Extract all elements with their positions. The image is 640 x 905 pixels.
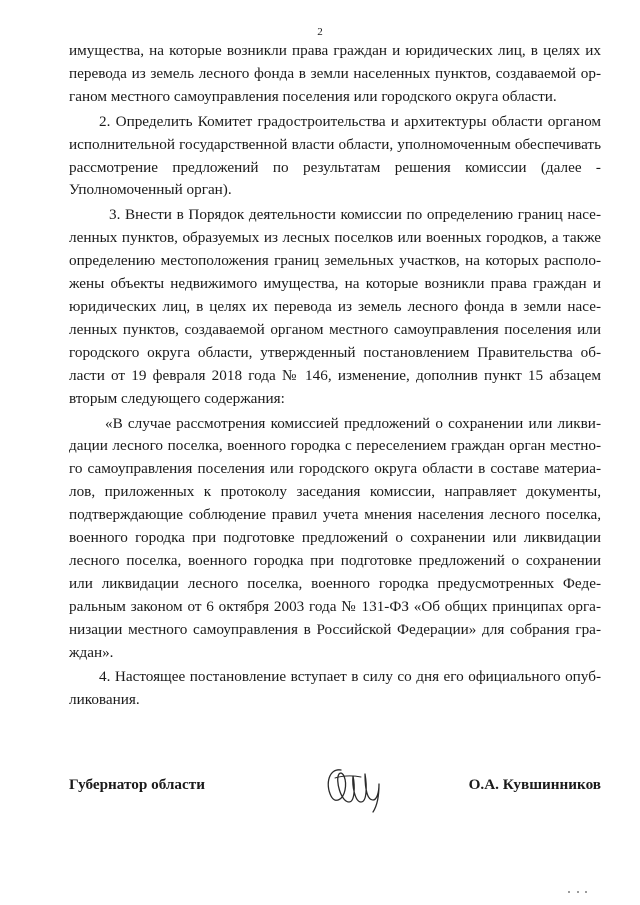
paragraph-item-2: 2. Определить Комитет градостроительства и архитектуры области органом исполнительной государственной власти области, уполномоченным обеспечивать рассмотрение предложений по результатам решения комиссии (далее - Уполномоченный орган). bbox=[69, 112, 601, 199]
paragraph-item-3: 3. Внести в Порядок деятельности комиссии по определению границ населенных пунктов, образуемых из лесных поселков или военных городков, а также определению местоположения границ земельных участков, на которых расположены объекты недвижимого имущества, на которые возникли права граждан и юридических лиц, в целях их перевода из земель лесного фонда в земли населенных пунктов, создаваемой органом местного самоуправления поселения или городского округа области, утвержденный постановлением Правительства области от 19 февраля 2018 года № 146, изменение, дополнив пункт 15 абзацем вторым следующего содержания: bbox=[69, 206, 601, 407]
document-body bbox=[69, 40, 601, 712]
signatory-name: О.А. Кувшинников bbox=[468, 776, 601, 793]
handwritten-signature bbox=[321, 756, 391, 814]
paragraph-quoted-amendment: «В случае рассмотрения комиссией предложений о сохранении или ликвидации лесного поселка, военного городка с переселением граждан орган местного самоуправления поселения или городского округа области в составе материалов, приложенных к протоколу заседания комиссии, направляет документы, подтверждающие соблюдение правил учета мнения населения лесного поселка, военного городка при подготовке предложений о сохранении или ликвидации лесного поселка, военного городка при подготовке предложений о сохранении или ликвидации лесного поселка, военного городка предусмотренных Федеральным законом от 6 октября 2003 года № 131-ФЗ «Об общих принципах организации местного самоуправления в Российской Федерации» для собрания граждан». bbox=[69, 414, 601, 661]
signatory-title: Губернатор области bbox=[69, 776, 205, 793]
signature-block bbox=[69, 764, 601, 824]
page-number: 2 bbox=[317, 26, 323, 38]
paragraph-continuation: имущества, на которые возникли права граждан и юридических лиц, в целях их перевода из земель лесного фонда в земли населенных пунктов, создаваемой органом местного самоуправления поселения или городского округа области. bbox=[69, 42, 601, 105]
paragraph-item-4: 4. Настоящее постановление вступает в силу со дня его официального опубликования. bbox=[69, 668, 601, 709]
scan-artifact-marks bbox=[566, 889, 590, 895]
